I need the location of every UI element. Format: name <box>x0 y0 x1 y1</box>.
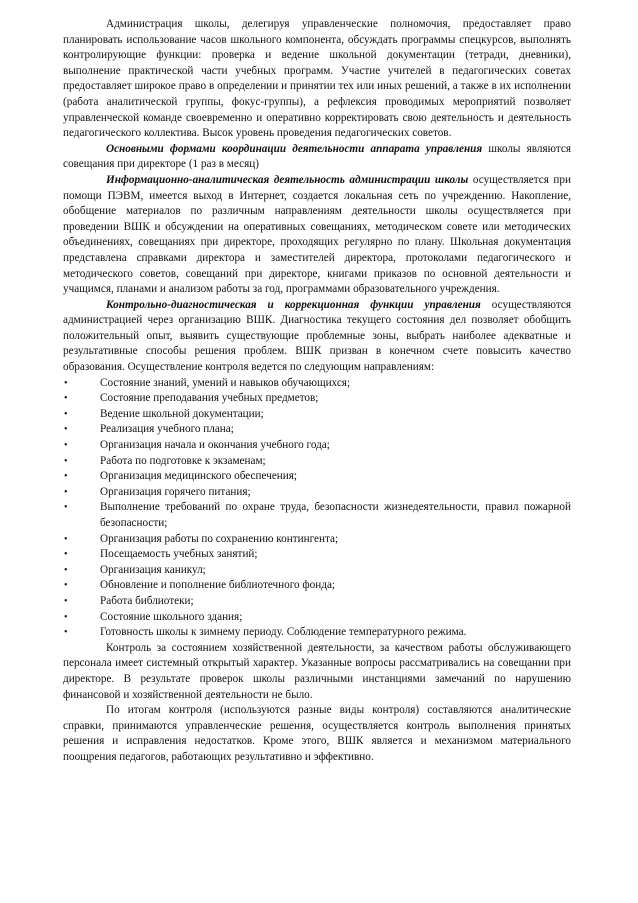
bullet-icon: • <box>64 486 68 498</box>
paragraph-economic-control: Контроль за состоянием хозяйственной деятельности, за качеством работы обслуживающего персонала имеет системный открытый характер. Указанные вопросы рассматривались на совещании при директоре. В результате проверок школы различными инстанциями замечаний по нарушению финансовой и хозяйственной деятельности не было. <box>63 641 571 701</box>
document-page <box>63 17 571 766</box>
bullet-icon: • <box>64 393 68 405</box>
list-item: • Посещаемость учебных занятий; <box>63 547 571 563</box>
list-item: • Состояние знаний, умений и навыков обучающихся; <box>63 376 571 392</box>
bullet-icon: • <box>64 564 68 576</box>
list-item: • Готовность школы к зимнему периоду. Соблюдение температурного режима. <box>63 625 571 641</box>
paragraph-information-text: осуществляется при помощи ПЭВМ, имеется выход в Интернет, создается локальная сеть по учреждению. Накопление, обобщение материалов по различным направлениям деятельности школы осуществляется при проведении ВШК и обсуждении на оперативных совещаниях, методическом совете или методических объединениях, совещаниях при директоре, проходящих регулярно по плану. Школьная документация представлена справками директора и заместителей директора, протоколами педагогического и методического советов, совещаний при директоре, книгами приказов по основной деятельности и учащимся, планами и анализом работы за год, программами образовательного учреждения. <box>63 173 571 296</box>
list-item: • Организация начала и окончания учебного года; <box>63 438 571 454</box>
paragraph-control-results: По итогам контроля (используются разные виды контроля) составляются аналитические справки, принимаются управленческие решения, осуществляется контроль выполнения принятых решения и исправления недостатков. Кроме этого, ВШК является и механизмом материального поощрения педагогов, работающих результативно и эффективно. <box>63 704 571 763</box>
bullet-icon: • <box>64 549 68 561</box>
bullet-icon: • <box>64 502 68 514</box>
heading-information: Информационно-аналитическая деятельность администрации школы <box>106 173 469 186</box>
bullet-icon: • <box>64 440 68 452</box>
list-item: • Реализация учебного плана; <box>63 422 571 438</box>
heading-control: Контрольно-диагностическая и коррекционная функции управления <box>106 298 481 311</box>
bullet-icon: • <box>64 580 68 592</box>
bullet-icon: • <box>64 408 68 420</box>
list-item: • Работа по подготовке к экзаменам; <box>63 454 571 470</box>
paragraph-coordination-text: школы являются совещания при директоре (1 раз в месяц) <box>63 142 571 171</box>
paragraph-information <box>63 173 571 298</box>
paragraph-control-text: осуществляются администрацией через организацию ВШК. Диагностика текущего состояния дел позволяет обобщить положительный опыт, выявить существующие проблемные зоны, выбрать наиболее адекватные и результативные способы решения проблем. ВШК призван в конечном счете повысить качество образования. Осуществление контроля ведется по следующим направлениям: <box>63 298 571 374</box>
bullet-icon: • <box>64 471 68 483</box>
list-item: • Состояние школьного здания; <box>63 610 571 626</box>
list-item: • Организация работы по сохранению контингента; <box>63 532 571 548</box>
bullet-icon: • <box>64 627 68 639</box>
list-item: • Состояние преподавания учебных предметов; <box>63 391 571 407</box>
list-item: • Организация каникул; <box>63 563 571 579</box>
list-item: • Ведение школьной документации; <box>63 407 571 423</box>
list-item: • Обновление и пополнение библиотечного фонда; <box>63 578 571 594</box>
paragraph-delegation: Администрация школы, делегируя управленческие полномочия, предоставляет право планировать использование часов школьного компонента, обсуждать программы спецкурсов, выполнять контролирующие функции: проверка и ведение школьной документации (тетради, дневники), выполнение практической части учебных программ. Участие учителей в педагогических советах предоставляет широкое право в определении и принятии тех или иных решений, а также в их исполнении (работа аналитической группы, фокус-группы), а рефлексия проводимых мероприятий позволяет управленческой команде своевременно и оперативно корректировать свою деятельность и деятельность педагогического коллектива. Высок уровень проведения педагогических советов. <box>63 18 571 140</box>
list-item: • Организация горячего питания; <box>63 485 571 501</box>
bullet-icon: • <box>64 595 68 607</box>
bullet-icon: • <box>64 424 68 436</box>
bullet-icon: • <box>64 533 68 545</box>
heading-coordination: Основными формами координации деятельности аппарата управления <box>106 142 483 155</box>
list-item: • Работа библиотеки; <box>63 594 571 610</box>
bullet-icon: • <box>64 455 68 467</box>
paragraph-control <box>63 298 571 376</box>
bullet-icon: • <box>64 377 68 389</box>
list-item: • Выполнение требований по охране труда, безопасности жизнедеятельности, правил пожарной безопасности; <box>64 501 571 529</box>
paragraph-coordination <box>63 142 571 173</box>
control-directions-list <box>63 376 571 641</box>
list-item: • Организация медицинского обеспечения; <box>63 469 571 485</box>
bullet-icon: • <box>64 611 68 623</box>
